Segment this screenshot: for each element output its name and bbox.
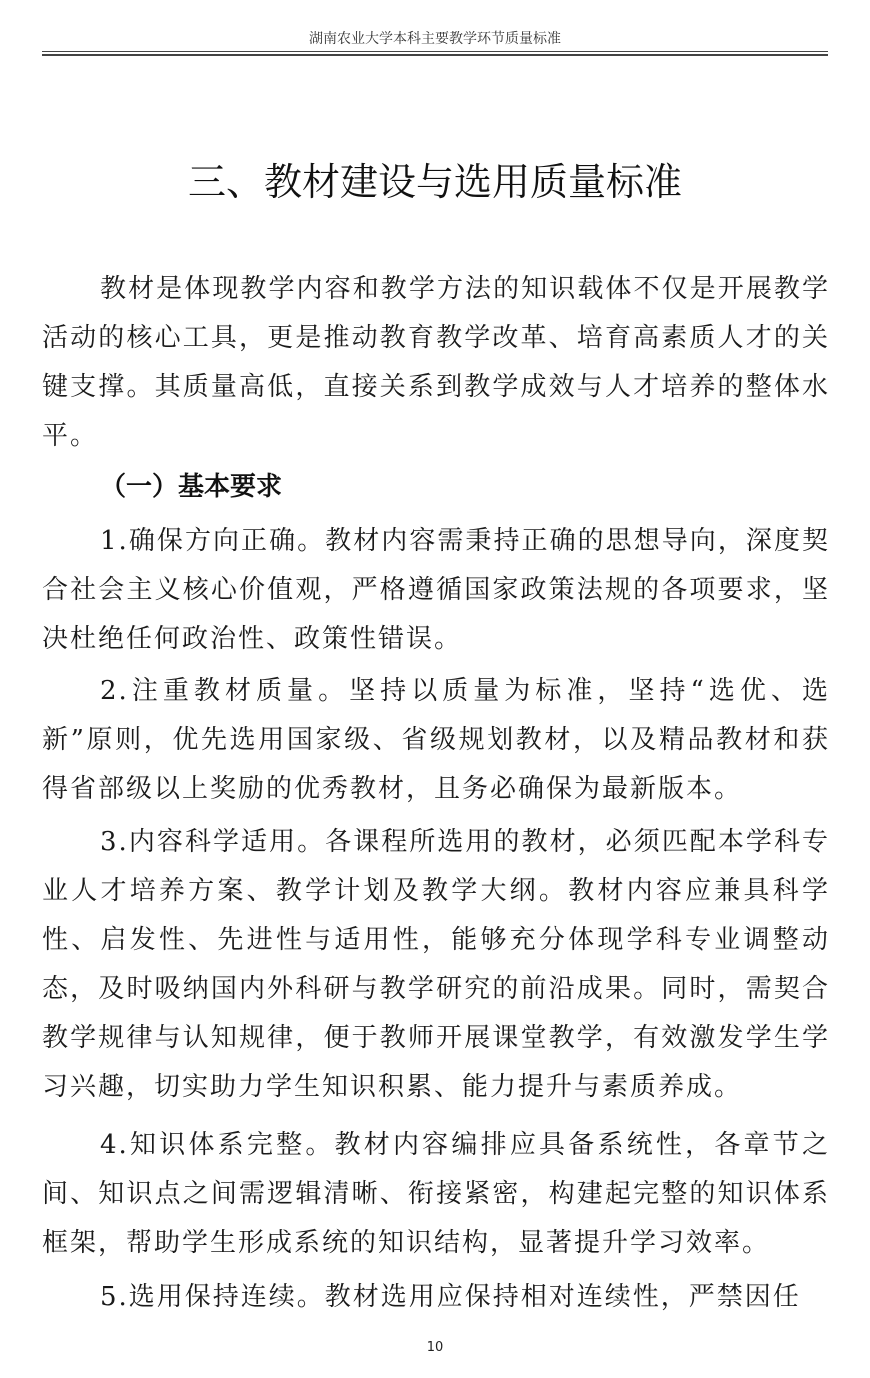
header-rule-thin [42, 51, 828, 52]
requirement-item-3: 3.内容科学适用。各课程所选用的教材，必须匹配本学科专业人才培养方案、教学计划及教学大纲。教材内容应兼具科学性、启发性、先进性与适用性，能够充分体现学科专业调整动态，及时吸纳国内外科研与教学研究的前沿成果。同时，需契合教学规律与认知规律，便于教师开展课堂教学，有效激发学生学习兴趣，切实助力学生知识积累、能力提升与素质养成。 [42, 827, 830, 1102]
requirement-item-4: 4.知识体系完整。教材内容编排应具备系统性，各章节之间、知识点之间需逻辑清晰、衔接紧密，构建起完整的知识体系框架，帮助学生形成系统的知识结构，显著提升学习效率。 [42, 1130, 830, 1258]
section-heading-basic-requirements: （一）基本要求 [100, 472, 283, 502]
header-rule-thick [42, 54, 828, 56]
intro-paragraph: 教材是体现教学内容和教学方法的知识载体不仅是开展教学活动的核心工具，更是推动教育教学改革、培育高素质人才的关键支撑。其质量高低，直接关系到教学成效与人才培养的整体水平。 [42, 274, 830, 451]
page-title: 三、教材建设与选用质量标准 [187, 160, 682, 204]
requirement-item-5: 5.选用保持连续。教材选用应保持相对连续性，严禁因任 [100, 1282, 801, 1312]
requirement-item-2: 2.注重教材质量。坚持以质量为标准，坚持“选优、选新”原则，优先选用国家级、省级规划教材，以及精品教材和获得省部级以上奖励的优秀教材，且务必确保为最新版本。 [42, 676, 830, 804]
requirement-item-1: 1.确保方向正确。教材内容需秉持正确的思想导向，深度契合社会主义核心价值观，严格遵循国家政策法规的各项要求，坚决杜绝任何政治性、政策性错误。 [42, 526, 830, 654]
running-header: 湖南农业大学本科主要教学环节质量标准 [309, 31, 561, 47]
page-number: 10 [426, 1340, 444, 1355]
